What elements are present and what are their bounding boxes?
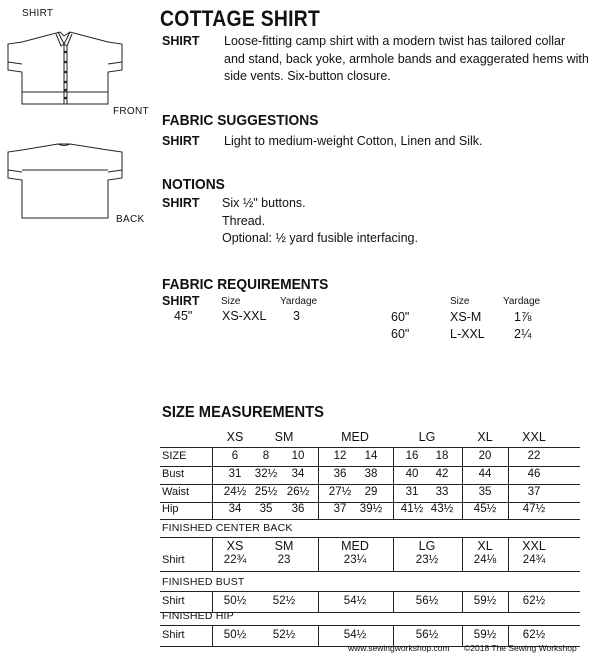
table-divider (462, 591, 463, 612)
table-divider (462, 447, 463, 520)
fabric-width: 60" (391, 310, 410, 324)
measure-cell: 45½ (473, 503, 497, 515)
size-group-header: XS (226, 430, 244, 444)
table-rule (160, 447, 580, 448)
finished-cell: 22¾ (223, 554, 247, 566)
table-divider (212, 591, 213, 612)
measure-cell: 41½ (400, 503, 424, 515)
measure-cell: 43½ (430, 503, 454, 515)
measure-cell: 42 (435, 468, 449, 480)
measure-cell: 33 (435, 486, 449, 498)
fabric-size: L-XXL (450, 327, 485, 341)
measure-cell: 12 (333, 450, 347, 462)
section-heading: FINISHED BUST (162, 576, 245, 588)
finished-cell: 54½ (343, 595, 367, 607)
table-divider (508, 591, 509, 612)
finished-row-label: Shirt (162, 595, 185, 607)
measure-cell: 36 (291, 503, 305, 515)
measure-cell: 34 (228, 503, 242, 515)
finished-cell: 24⅛ (473, 554, 497, 566)
table-rule (160, 571, 580, 572)
size-group-header: MED (341, 539, 369, 553)
table-rule (160, 591, 580, 592)
measure-cell: 31 (228, 468, 242, 480)
fabric-yardage: 2¼ (514, 327, 532, 341)
measure-cell: 46 (527, 468, 541, 480)
section-heading: FINISHED CENTER BACK (162, 522, 293, 534)
finished-cell: 59½ (473, 595, 497, 607)
fabric-suggestions-text: Light to medium-weight Cotton, Linen and Silk. (224, 134, 483, 148)
measure-cell: 24½ (223, 486, 247, 498)
finished-cell: 50½ (223, 595, 247, 607)
front-label: FRONT (113, 106, 149, 117)
measure-cell: 8 (262, 450, 270, 462)
size-header-left: Size (221, 296, 241, 307)
yardage-header-right: Yardage (503, 296, 541, 307)
finished-cell: 56½ (415, 629, 439, 641)
measure-cell: 40 (405, 468, 419, 480)
description-label: SHIRT (162, 34, 200, 48)
size-measurements-heading: SIZE MEASUREMENTS (162, 404, 324, 421)
measure-cell: 38 (364, 468, 378, 480)
fabric-width: 45" (174, 309, 193, 323)
measure-cell: 20 (478, 450, 492, 462)
description-line: and stand, back yoke, armhole bands and exaggerated hems with (224, 51, 589, 66)
finished-cell: 52½ (272, 595, 296, 607)
finished-cell: 52½ (272, 629, 296, 641)
size-header-right: Size (450, 296, 470, 307)
page-title: COTTAGE SHIRT (160, 6, 321, 31)
finished-cell: 59½ (473, 629, 497, 641)
description-text (224, 33, 594, 86)
fabric-yardage: 1⅞ (514, 310, 532, 324)
finished-cell: 23 (277, 554, 291, 566)
finished-cell: 23¼ (343, 554, 367, 566)
notions-list (222, 195, 418, 248)
size-group-header: XL (477, 539, 493, 553)
table-rule (160, 466, 580, 467)
table-rule (160, 625, 580, 626)
back-label: BACK (116, 214, 145, 225)
table-divider (393, 447, 394, 520)
measure-cell: 39½ (359, 503, 383, 515)
fabric-width: 60" (391, 327, 410, 341)
size-group-header: LG (418, 430, 436, 444)
size-group-header: XS (226, 539, 244, 553)
measure-cell: 35 (478, 486, 492, 498)
measure-row-label: SIZE (162, 450, 187, 462)
finished-cell: 24¾ (522, 554, 546, 566)
table-divider (318, 537, 319, 571)
yardage-header-left: Yardage (280, 296, 318, 307)
measure-cell: 47½ (522, 503, 546, 515)
fabric-yardage: 3 (293, 309, 300, 323)
table-divider (212, 447, 213, 520)
finished-row-label: Shirt (162, 554, 185, 566)
fabric-requirements-label: SHIRT (162, 294, 200, 308)
finished-cell: 56½ (415, 595, 439, 607)
notions-heading: NOTIONS (162, 176, 225, 193)
finished-cell: 23½ (415, 554, 439, 566)
table-divider (318, 447, 319, 520)
measure-cell: 27½ (328, 486, 352, 498)
table-divider (462, 625, 463, 646)
table-divider (393, 591, 394, 612)
measure-row-label: Waist (162, 486, 190, 498)
fabric-size: XS-M (450, 310, 482, 324)
size-group-header: XL (477, 430, 493, 444)
size-group-header: XXL (522, 539, 546, 553)
notions-item: Thread. (222, 213, 266, 228)
measure-cell: 10 (291, 450, 305, 462)
measure-cell: 37 (527, 486, 541, 498)
footer-copyright: ©2018 The Sewing Workshop (464, 643, 577, 653)
measure-cell: 36 (333, 468, 347, 480)
measure-cell: 14 (364, 450, 378, 462)
measure-cell: 34 (291, 468, 305, 480)
table-divider (318, 625, 319, 646)
measure-row-label: Hip (162, 503, 179, 515)
measure-cell: 44 (478, 468, 492, 480)
finished-cell: 54½ (343, 629, 367, 641)
table-divider (393, 537, 394, 571)
finished-cell: 62½ (522, 629, 546, 641)
fabric-suggestions-label: SHIRT (162, 134, 200, 148)
footer-website[interactable]: www.sewingworkshop.com (348, 643, 450, 653)
size-group-header: XXL (522, 430, 546, 444)
measure-cell: 31 (405, 486, 419, 498)
measure-cell: 25½ (254, 486, 278, 498)
finished-cell: 50½ (223, 629, 247, 641)
measure-cell: 37 (333, 503, 347, 515)
measure-cell: 32½ (254, 468, 278, 480)
notions-label: SHIRT (162, 196, 200, 210)
section-heading: FINISHED HIP (162, 610, 234, 622)
measure-cell: 35 (259, 503, 273, 515)
size-group-header: SM (274, 430, 294, 444)
notions-item: Six ½" buttons. (222, 196, 306, 210)
measure-row-label: Bust (162, 468, 185, 480)
measure-cell: 22 (527, 450, 541, 462)
description-line: side vents. Six-button closure. (224, 69, 391, 83)
table-rule (160, 519, 580, 520)
table-divider (318, 591, 319, 612)
fabric-suggestions-heading: FABRIC SUGGESTIONS (162, 112, 319, 129)
size-group-header: LG (418, 539, 436, 553)
notions-item: Optional: ½ yard fusible interfacing. (222, 231, 418, 245)
table-rule (160, 537, 580, 538)
size-group-header: MED (341, 430, 369, 444)
measure-cell: 16 (405, 450, 419, 462)
finished-cell: 62½ (522, 595, 546, 607)
table-divider (508, 537, 509, 571)
fabric-size: XS-XXL (222, 309, 267, 323)
table-divider (212, 625, 213, 646)
table-divider (212, 537, 213, 571)
table-divider (462, 537, 463, 571)
description-line: Loose-fitting camp shirt with a modern twist has tailored collar (224, 34, 566, 48)
table-divider (508, 447, 509, 520)
table-rule (160, 484, 580, 485)
measure-cell: 6 (231, 450, 239, 462)
finished-row-label: Shirt (162, 629, 185, 641)
size-group-header: SM (274, 539, 294, 553)
measure-cell: 18 (435, 450, 449, 462)
fabric-requirements-heading: FABRIC REQUIREMENTS (162, 276, 329, 293)
measure-cell: 29 (364, 486, 378, 498)
measure-cell: 26½ (286, 486, 310, 498)
shirt-sketch-tag: SHIRT (22, 8, 54, 19)
